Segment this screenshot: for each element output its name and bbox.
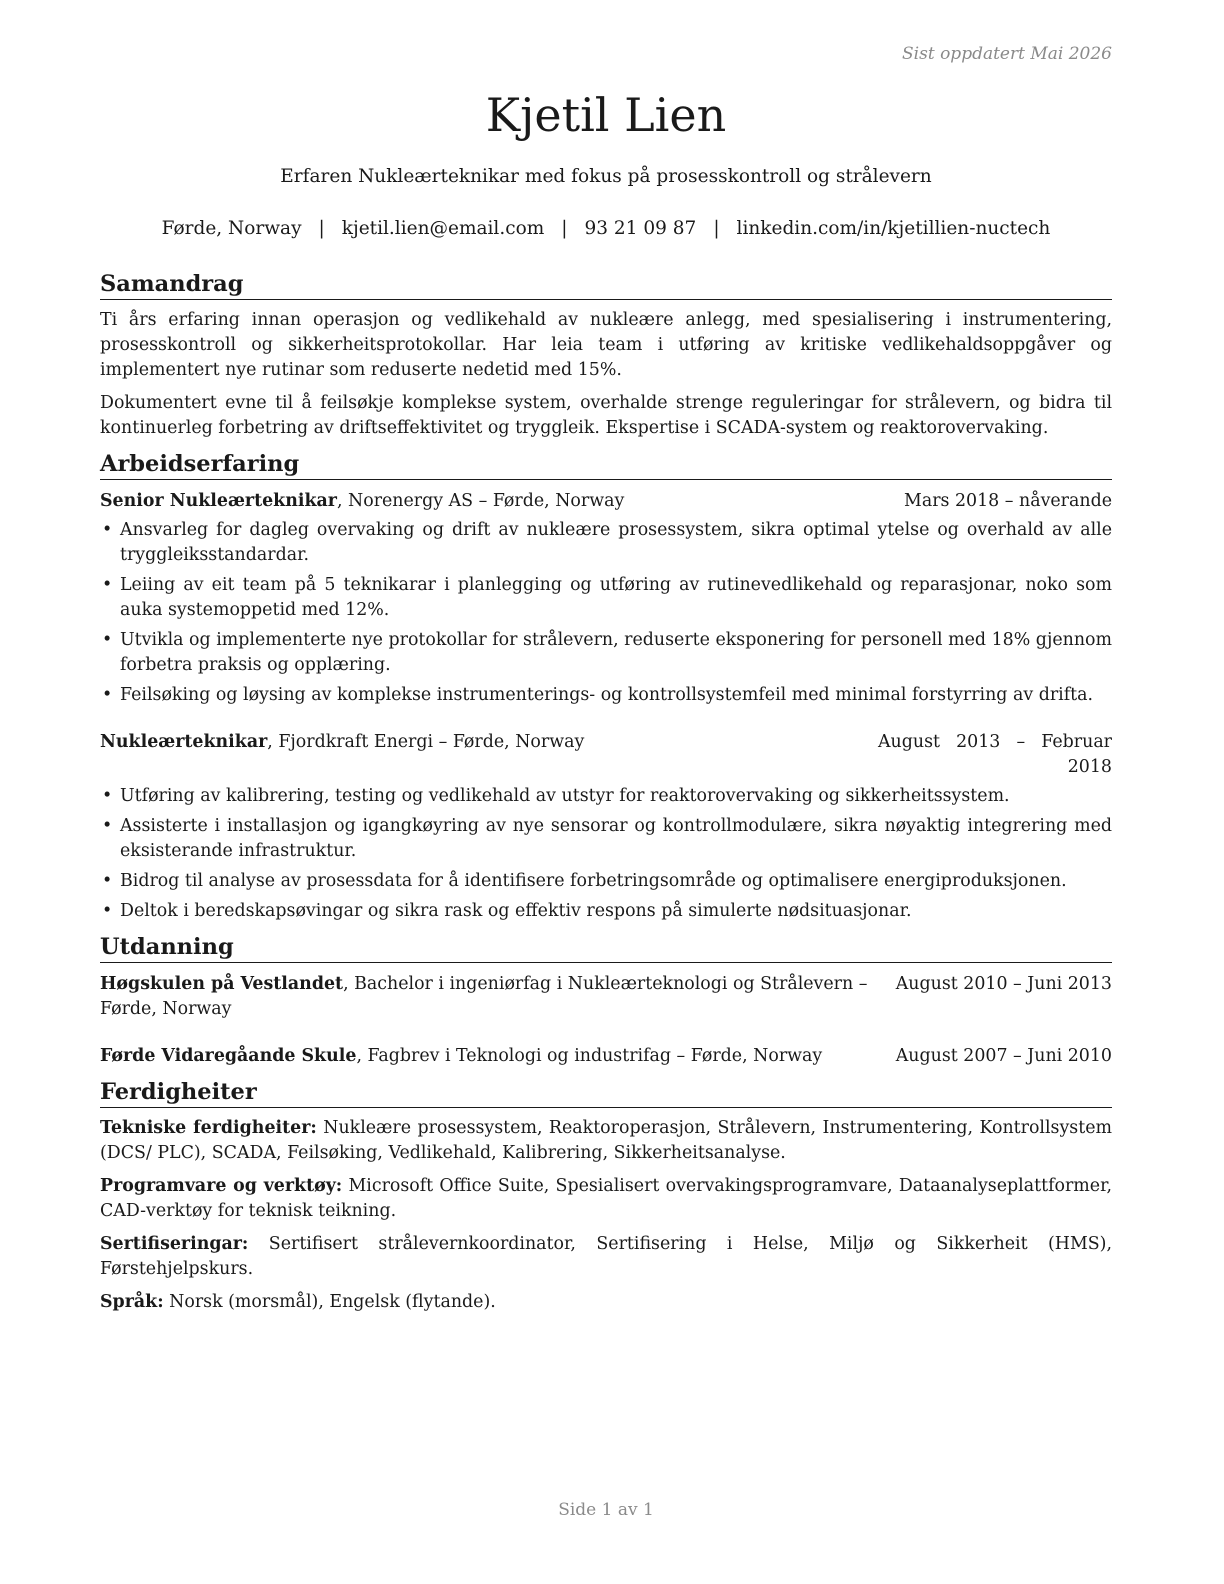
contact-separator: | bbox=[318, 218, 325, 239]
job-role: Senior Nukleærteknikar bbox=[100, 491, 337, 511]
contact-location: Førde, Norway bbox=[161, 218, 302, 239]
job-bullets bbox=[100, 518, 1112, 708]
contact-line bbox=[100, 218, 1112, 239]
list-item: • Utvikla og implementerte nye protokollar for strålevern, reduserte eksponering for personell med 18% gjennom forbetra praksis og opplæring. bbox=[100, 628, 1112, 678]
job-entry bbox=[100, 730, 1112, 924]
contact-linkedin[interactable]: linkedin.com/in/kjetillien-nuctech bbox=[736, 218, 1051, 239]
list-item: • Feilsøking og løysing av komplekse instrumenterings- og kontrollsystemfeil med minimal forstyrring av drifta. bbox=[100, 683, 1112, 708]
resume-page bbox=[100, 0, 1112, 1584]
job-bullets bbox=[100, 784, 1112, 924]
list-item: • Leiing av eit team på 5 teknikarar i planlegging og utføring av rutinevedlikehald og reparasjonar, noko som auka systemoppetid med 12%. bbox=[100, 573, 1112, 623]
list-item: • Deltok i beredskapsøvingar og sikra rask og effektiv respons på simulerte nødsituasjonar. bbox=[100, 899, 1112, 924]
skill-text: Nukleære prosessystem, Reaktoroperasjon, Strålevern, Instrumentering, Kontrollsystem (DCS/ PLC), SCADA, Feilsøking, Vedlikehald, Kalibrering, Sikkerheitsanalyse. bbox=[100, 1118, 1112, 1163]
skill-label: Språk: bbox=[100, 1292, 164, 1312]
job-dates: August 2013 – Februar 2018 bbox=[878, 732, 1112, 777]
section-title-skills: Ferdigheiter bbox=[100, 1078, 1112, 1108]
contact-email[interactable]: kjetil.lien@email.com bbox=[341, 218, 545, 239]
skill-line bbox=[100, 1232, 1112, 1282]
contact-separator: | bbox=[561, 218, 568, 239]
education-dates: August 2010 – Juni 2013 bbox=[895, 974, 1112, 994]
skill-line bbox=[100, 1290, 1112, 1315]
skill-line bbox=[100, 1174, 1112, 1224]
skill-label: Programvare og verktøy: bbox=[100, 1176, 343, 1196]
job-role: Nukleærteknikar bbox=[100, 732, 268, 752]
education-entry bbox=[100, 1044, 1112, 1069]
list-item: • Bidrog til analyse av prosessdata for å identifisere forbetringsområde og optimalisere energiproduksjonen. bbox=[100, 869, 1112, 894]
list-item: • Assisterte i installasjon og igangkøyring av nye sensorar og kontrollmodulære, sikra nøyaktig integrering med eksisterande infrastruktur. bbox=[100, 814, 1112, 864]
last-updated: Sist oppdatert Mai 2026 bbox=[902, 44, 1112, 64]
skills-section bbox=[100, 1078, 1112, 1315]
job-employer: , Norenergy AS – Førde, Norway bbox=[336, 491, 625, 511]
contact-separator: | bbox=[713, 218, 720, 239]
skill-text: Sertifisert strålevernkoordinator, Sertifisering i Helse, Miljø og Sikkerheit (HMS), Førstehjelpskurs. bbox=[100, 1234, 1112, 1279]
education-school: Førde Vidaregåande Skule bbox=[100, 1046, 357, 1066]
job-dates: Mars 2018 – nåverande bbox=[904, 491, 1112, 511]
section-title-summary: Samandrag bbox=[100, 270, 1112, 300]
skill-text: Microsoft Office Suite, Spesialisert overvakingsprogramvare, Dataanalyseplattformer, CAD-verktøy for teknisk teikning. bbox=[100, 1176, 1112, 1221]
resume-content bbox=[100, 270, 1112, 1315]
page-number: Side 1 av 1 bbox=[558, 1500, 654, 1520]
section-title-education: Utdanning bbox=[100, 933, 1112, 963]
job-header bbox=[100, 730, 1112, 780]
summary-paragraph: Dokumentert evne til å feilsøkje komplekse system, overhalde strenge reguleringar for strålevern, og bidra til kontinuerleg forbetring av driftseffektivitet og tryggleik. Ekspertise i SCADA-system og reaktorovervaking. bbox=[100, 393, 1112, 438]
candidate-name: Kjetil Lien bbox=[485, 88, 727, 142]
contact-phone: 93 21 09 87 bbox=[584, 218, 697, 239]
education-school: Høgskulen på Vestlandet bbox=[100, 974, 344, 994]
education-detail: , Fagbrev i Teknologi og industrifag – Førde, Norway bbox=[356, 1046, 823, 1066]
skill-label: Tekniske ferdigheiter: bbox=[100, 1118, 317, 1138]
skill-label: Sertifiseringar: bbox=[100, 1234, 249, 1254]
education-section bbox=[100, 933, 1112, 1069]
section-title-experience: Arbeidserfaring bbox=[100, 450, 1112, 480]
summary-paragraph: Ti års erfaring innan operasjon og vedlikehald av nukleære anlegg, med spesialisering i instrumentering, prosesskontroll og sikkerheitsprotokollar. Har leia team i utføring av kritiske vedlikehaldsoppgåver og implementert nye rutinar som reduserte nedetid med 15%. bbox=[100, 310, 1112, 380]
experience-section bbox=[100, 450, 1112, 924]
list-item: • Utføring av kalibrering, testing og vedlikehald av utstyr for reaktorovervaking og sikkerheitssystem. bbox=[100, 784, 1112, 809]
education-dates: August 2007 – Juni 2010 bbox=[895, 1046, 1112, 1066]
education-detail: , Bachelor i ingeniørfag i Nukleærteknologi og Strålevern – Førde, Norway bbox=[100, 974, 868, 1019]
job-employer: , Fjordkraft Energi – Førde, Norway bbox=[267, 732, 585, 752]
job-entry bbox=[100, 489, 1112, 708]
job-header bbox=[100, 489, 1112, 514]
list-item: • Ansvarleg for dagleg overvaking og drift av nukleære prosessystem, sikra optimal ytelse og overhald av alle tryggleiksstandardar. bbox=[100, 518, 1112, 568]
summary-section bbox=[100, 270, 1112, 441]
skill-line bbox=[100, 1116, 1112, 1166]
education-entry bbox=[100, 972, 1112, 1022]
skill-text: Norsk (morsmål), Engelsk (flytande). bbox=[163, 1292, 496, 1312]
tagline: Erfaren Nukleærteknikar med fokus på prosesskontroll og strålevern bbox=[280, 166, 932, 187]
